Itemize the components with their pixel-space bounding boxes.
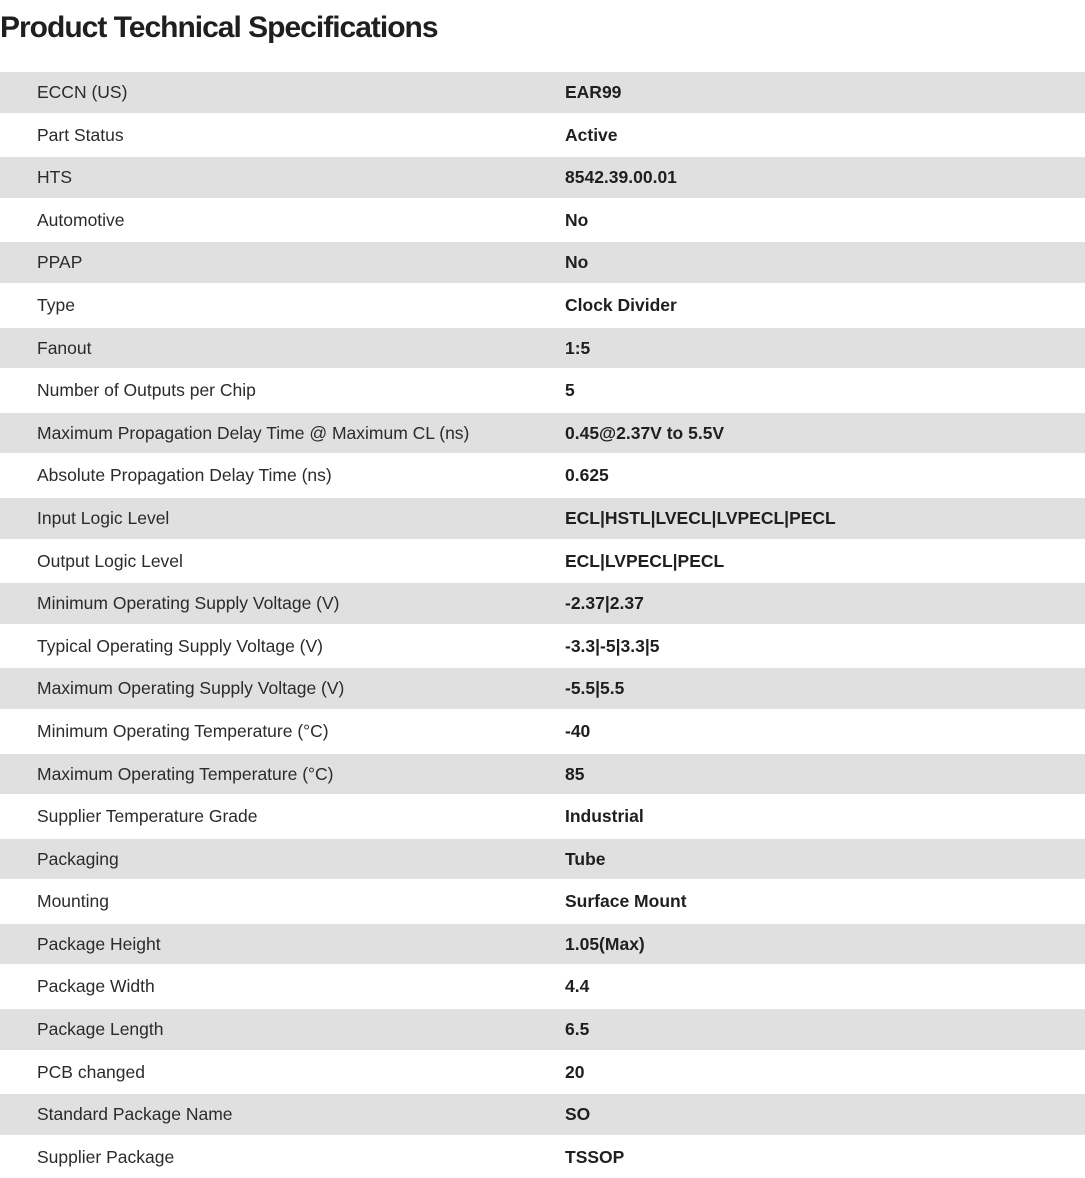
spec-row-max-temperature xyxy=(0,753,1085,796)
spec-row-packaging xyxy=(0,838,1085,881)
spec-row-output-logic-level xyxy=(0,540,1085,583)
spec-label: Supplier Temperature Grade xyxy=(37,806,258,827)
spec-label: Fanout xyxy=(37,337,92,358)
spec-label: Supplier Package xyxy=(37,1146,175,1167)
page-title: Product Technical Specifications xyxy=(0,11,438,44)
spec-label: Output Logic Level xyxy=(37,550,183,571)
spec-label: Package Length xyxy=(37,1019,164,1040)
spec-value: No xyxy=(565,252,589,273)
spec-label: Type xyxy=(37,294,75,315)
spec-value: 5 xyxy=(565,380,575,401)
spec-label: ECCN (US) xyxy=(37,82,128,102)
spec-row-fanout xyxy=(0,327,1085,370)
spec-label: Input Logic Level xyxy=(37,507,170,528)
spec-row-part-status xyxy=(0,114,1085,157)
spec-label: Typical Operating Supply Voltage (V) xyxy=(37,635,323,656)
spec-label: Package Width xyxy=(37,976,155,997)
spec-label: Automotive xyxy=(37,209,125,230)
spec-row-min-supply-voltage xyxy=(0,582,1085,625)
spec-label: Number of Outputs per Chip xyxy=(37,380,256,401)
spec-row-max-propagation-delay xyxy=(0,412,1085,455)
spec-row-supplier-package xyxy=(0,1136,1085,1178)
spec-label: Minimum Operating Temperature (°C) xyxy=(37,720,329,741)
spec-row-package-width xyxy=(0,965,1085,1008)
spec-label: PCB changed xyxy=(37,1061,145,1082)
spec-row-automotive xyxy=(0,199,1085,242)
spec-row-mounting xyxy=(0,880,1085,923)
spec-table xyxy=(0,71,1085,1178)
spec-row-standard-package-name xyxy=(0,1093,1085,1136)
spec-label: Maximum Operating Temperature (°C) xyxy=(37,763,334,784)
spec-label: Part Status xyxy=(37,124,124,145)
spec-value: Active xyxy=(565,124,618,145)
spec-label: Absolute Propagation Delay Time (ns) xyxy=(37,465,332,486)
spec-label: Package Height xyxy=(37,933,161,954)
spec-value: 6.5 xyxy=(565,1019,590,1040)
spec-value: 4.4 xyxy=(565,976,590,997)
spec-value: 85 xyxy=(565,763,585,784)
spec-value: 8542.39.00.01 xyxy=(565,167,677,188)
spec-label: PPAP xyxy=(37,252,83,273)
spec-value: 0.625 xyxy=(565,465,609,486)
spec-value: Surface Mount xyxy=(565,891,687,912)
spec-row-abs-propagation-delay xyxy=(0,454,1085,497)
spec-row-input-logic-level xyxy=(0,497,1085,540)
spec-row-pcb-changed xyxy=(0,1051,1085,1094)
spec-row-package-length xyxy=(0,1008,1085,1051)
spec-value: TSSOP xyxy=(565,1146,625,1167)
spec-row-max-supply-voltage xyxy=(0,667,1085,710)
spec-label: HTS xyxy=(37,167,72,188)
spec-row-typ-supply-voltage xyxy=(0,625,1085,668)
spec-row-ppap xyxy=(0,241,1085,284)
spec-value: 1:5 xyxy=(565,337,591,358)
spec-label: Packaging xyxy=(37,848,119,869)
spec-row-package-height xyxy=(0,923,1085,966)
spec-value: 1.05(Max) xyxy=(565,933,645,954)
spec-value: -5.5|5.5 xyxy=(565,678,625,699)
spec-value: No xyxy=(565,209,589,230)
spec-row-hts xyxy=(0,156,1085,199)
spec-value: -2.37|2.37 xyxy=(565,593,644,614)
spec-value: EAR99 xyxy=(565,82,622,102)
spec-label: Maximum Propagation Delay Time @ Maximum CL (ns) xyxy=(37,422,470,443)
spec-value: ECL|HSTL|LVECL|LVPECL|PECL xyxy=(565,507,836,528)
spec-label: Minimum Operating Supply Voltage (V) xyxy=(37,593,340,614)
spec-value: 20 xyxy=(565,1061,585,1082)
spec-value: ECL|LVPECL|PECL xyxy=(565,550,725,571)
spec-value: -3.3|-5|3.3|5 xyxy=(565,635,660,656)
spec-label: Standard Package Name xyxy=(37,1104,233,1125)
spec-value: SO xyxy=(565,1104,591,1125)
spec-value: Tube xyxy=(565,848,606,869)
spec-row-outputs-per-chip xyxy=(0,369,1085,412)
spec-row-temperature-grade xyxy=(0,795,1085,838)
spec-label: Maximum Operating Supply Voltage (V) xyxy=(37,678,345,699)
spec-row-eccn xyxy=(0,71,1085,114)
spec-value: Industrial xyxy=(565,806,644,827)
spec-row-min-temperature xyxy=(0,710,1085,753)
spec-row-type xyxy=(0,284,1085,327)
spec-label: Mounting xyxy=(37,891,109,912)
spec-value: 0.45@2.37V to 5.5V xyxy=(565,422,725,443)
spec-value: -40 xyxy=(565,720,591,741)
spec-value: Clock Divider xyxy=(565,294,677,315)
